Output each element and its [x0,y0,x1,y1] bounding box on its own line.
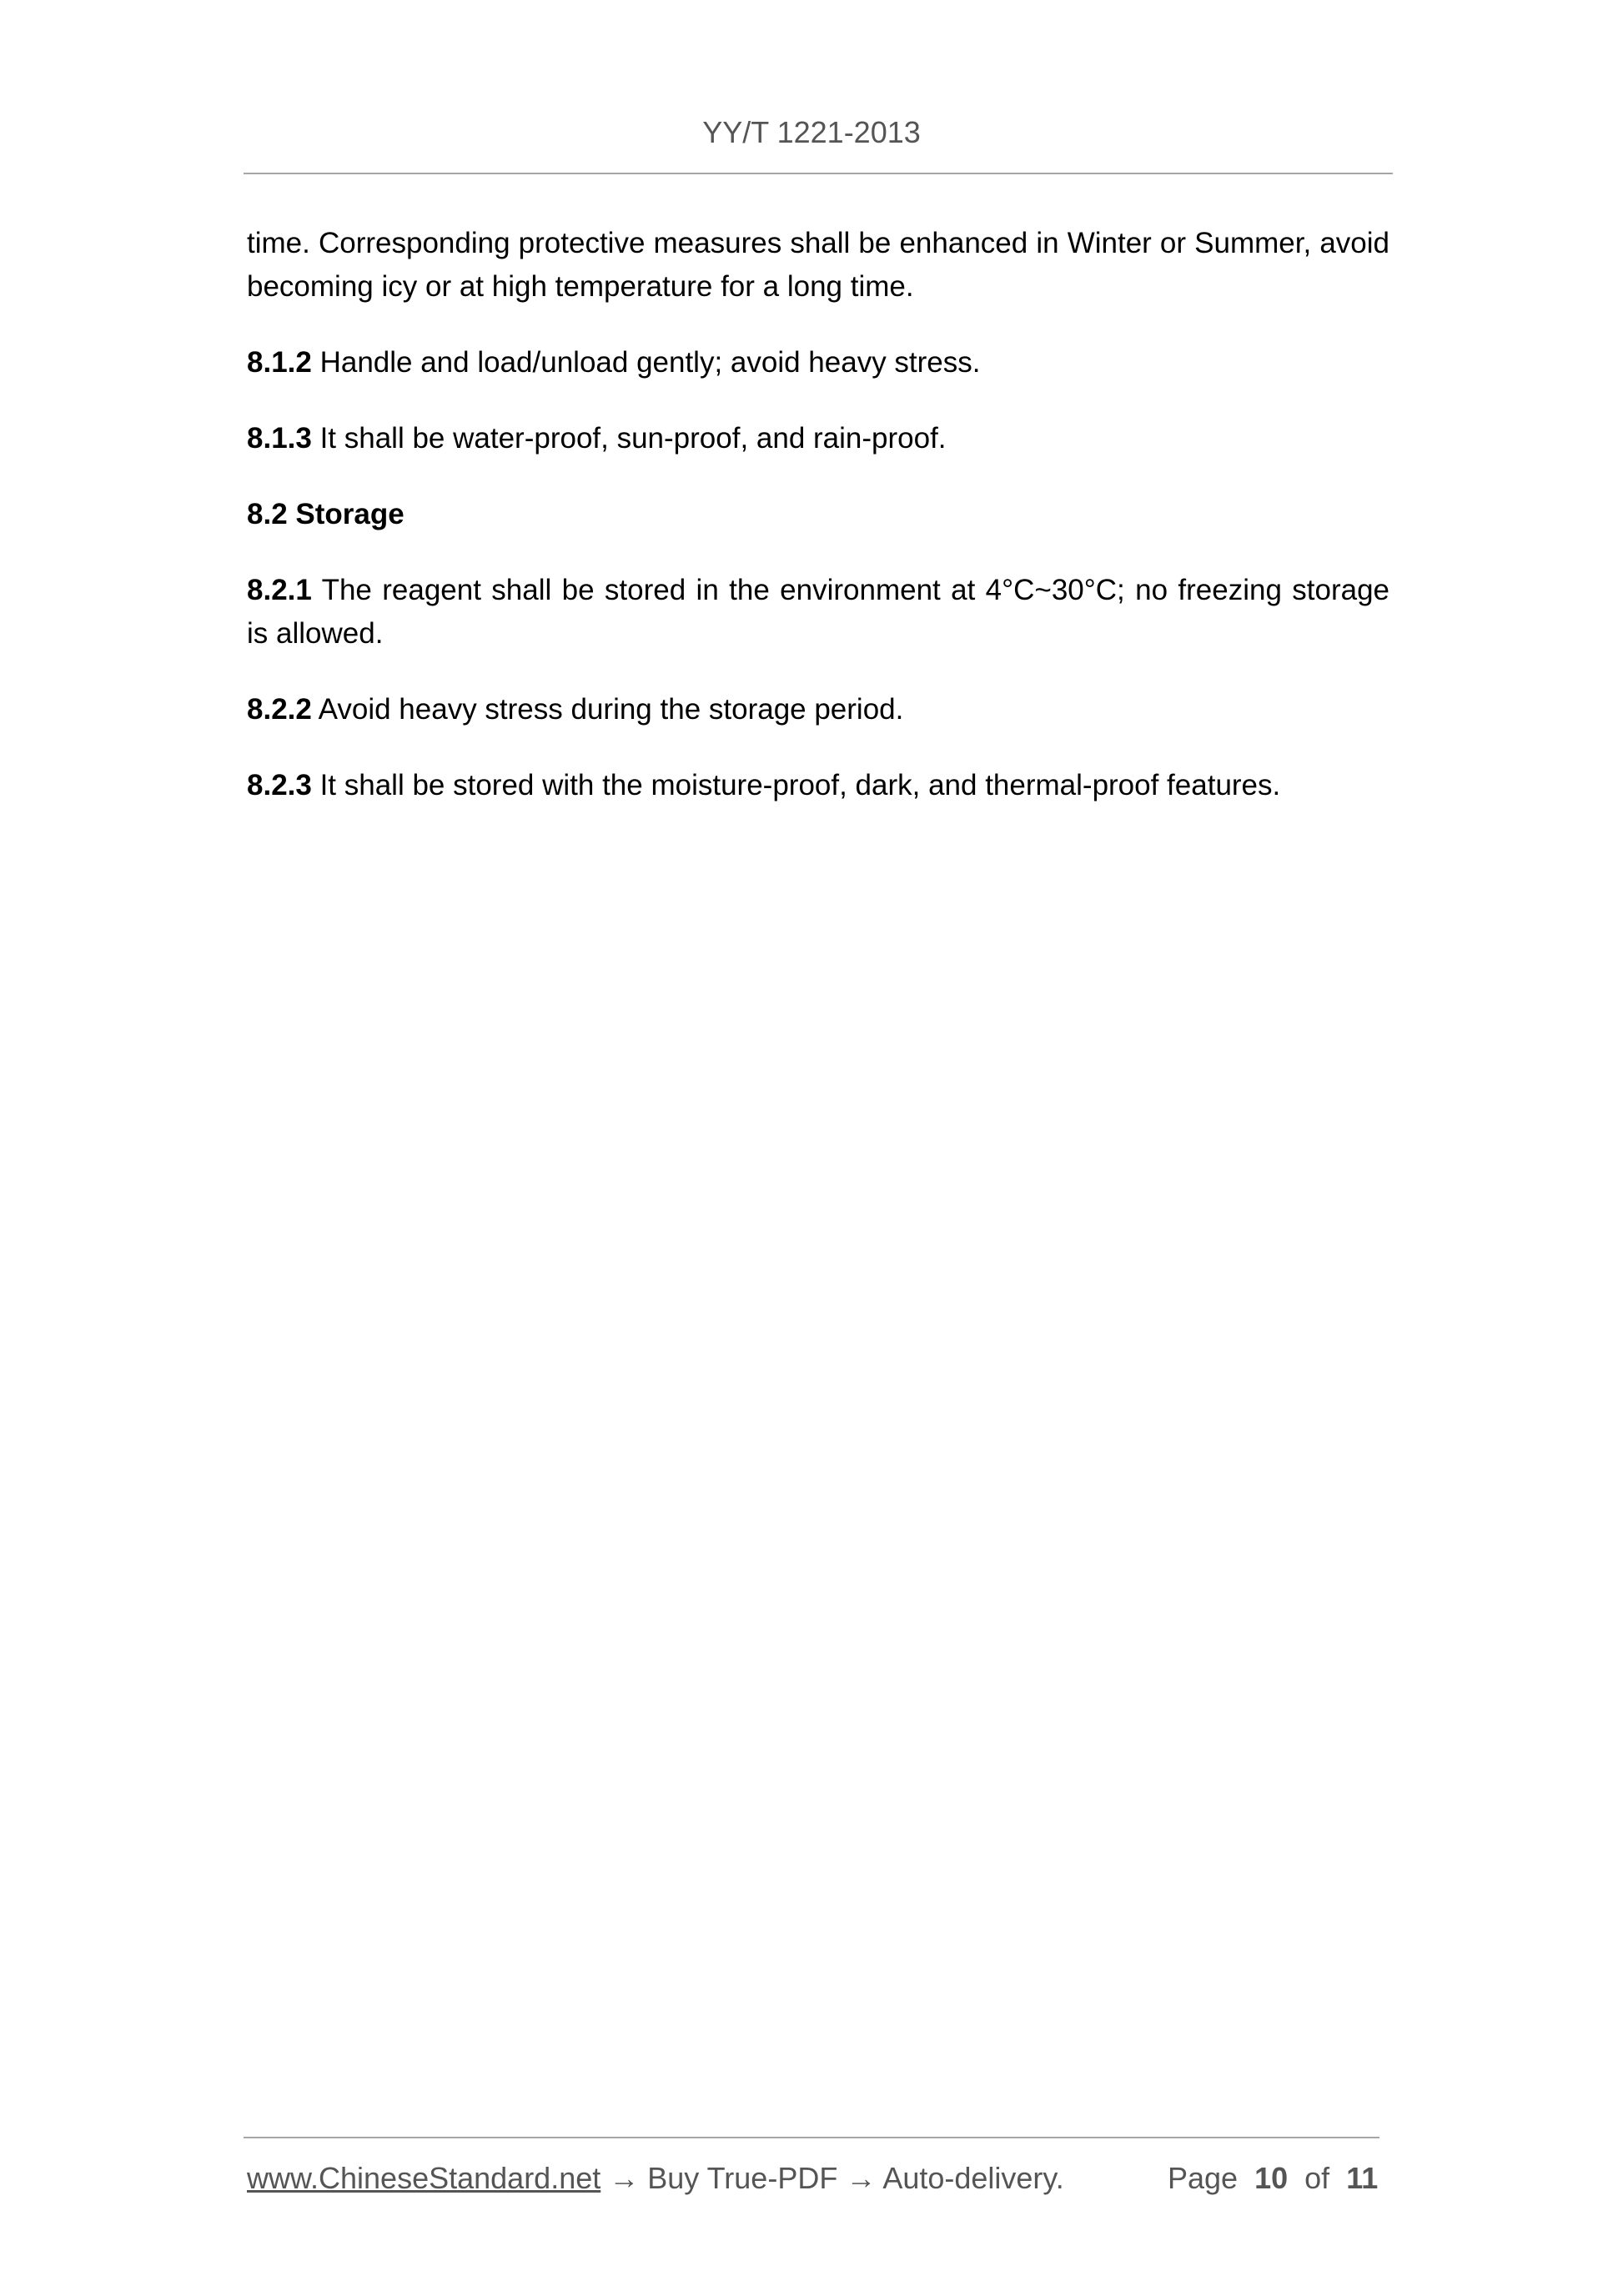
promo-text: → Buy True-PDF → Auto-delivery. [600,2161,1064,2195]
clause-text: Avoid heavy stress during the storage period. [311,693,904,726]
paragraph-continuation [247,222,1389,309]
document-body [247,222,1389,840]
clause-8-2-3 [247,764,1389,807]
footer-promo [247,2160,1064,2197]
clause-number: 8.2.2 [247,693,312,726]
clause-number: 8.2.3 [247,769,312,801]
website-link[interactable]: www.ChineseStandard.net [247,2161,601,2195]
document-code-header: YY/T 1221-2013 [702,115,921,149]
clause-text: It shall be water-proof, sun-proof, and rain-proof. [311,422,947,455]
page-of-label: of [1304,2161,1330,2195]
footer-divider [244,2137,1379,2138]
clause-8-1-3 [247,417,1389,460]
paragraph-text: time. Corresponding protective measures shall be enhanced in Winter or Summer, avoid becoming icy or at high temperature for a long time. [247,227,1389,303]
clause-number: 8.2.1 [247,574,312,606]
page-total: 11 [1346,2161,1379,2195]
page-label: Page [1168,2161,1239,2195]
page-indicator [1168,2160,1378,2197]
clause-text: Handle and load/unload gently; avoid heavy stress. [311,346,981,379]
clause-number: 8.1.2 [247,346,312,379]
clause-8-2-1 [247,569,1389,656]
clause-text: It shall be stored with the moisture-proof, dark, and thermal-proof features. [311,769,1281,801]
section-heading-storage: 8.2 Storage [247,498,404,530]
clause-number: 8.1.3 [247,422,312,455]
clause-8-2-2 [247,688,1389,731]
clause-8-1-2 [247,341,1389,384]
page-current: 10 [1254,2161,1289,2195]
header-divider [244,173,1393,174]
clause-text: The reagent shall be stored in the environment at 4°C~30°C; no freezing storage is allowed. [247,574,1389,650]
